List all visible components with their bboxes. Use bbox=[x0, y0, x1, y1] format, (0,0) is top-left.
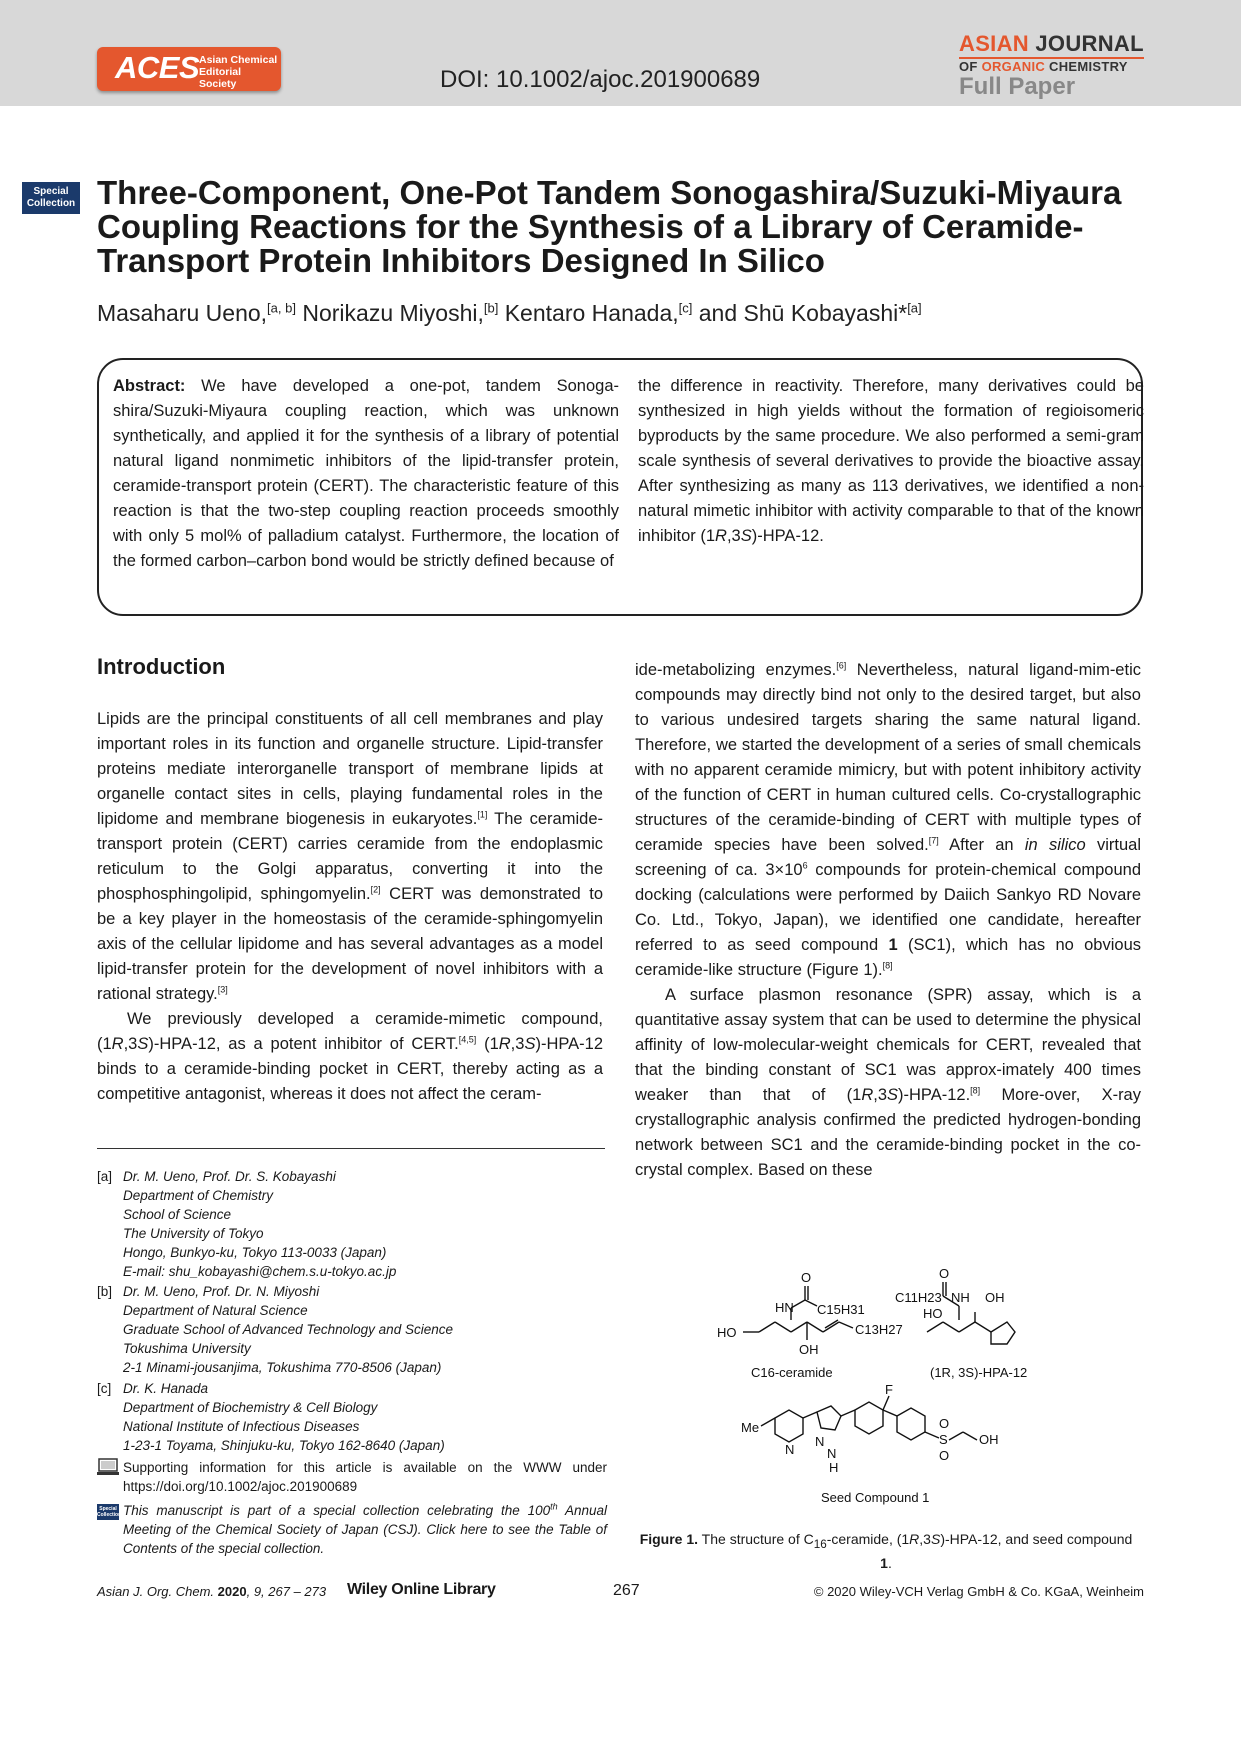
article-title: Three-Component, One-Pot Tandem Sonogashira/Suzuki-Miyaura Coupling Reactions for the Synthesis of a Library of Ceramide-Transport Protein Inhibitors Designed In Silico bbox=[97, 174, 1122, 279]
citation[interactable]: [8] bbox=[970, 1085, 981, 1096]
article-type: Full Paper bbox=[959, 73, 1076, 100]
atom-label: Me bbox=[741, 1420, 760, 1435]
atom-label: F bbox=[885, 1382, 893, 1397]
citation[interactable]: [8] bbox=[882, 960, 893, 971]
atom-label: HO bbox=[923, 1306, 943, 1321]
hpa12-label: (1R, 3S)-HPA-12 bbox=[930, 1365, 1028, 1380]
seed-compound-label: Seed Compound 1 bbox=[821, 1490, 930, 1505]
atom-label: OH bbox=[799, 1342, 819, 1357]
atom-label: O bbox=[939, 1448, 950, 1463]
atom-label: OH bbox=[985, 1290, 1005, 1305]
special-collection-badge[interactable]: Special Collection bbox=[22, 182, 80, 214]
citation[interactable]: [4,5] bbox=[458, 1034, 477, 1045]
affiliation-b: [b] Dr. M. Ueno, Prof. Dr. N. Miyoshi Department of Natural Science Graduate School of Advanced Technology and Science Tokushima University 2-1 Minami-jousanjima, Tokushima 770-8506 (Japan) bbox=[97, 1284, 453, 1375]
abstract-right: the difference in reactivity. Therefore, many derivatives could be synthesized in high yields without the formation of regioisomeric byproducts by the same procedure. We also performed a semi-gram scale synthesis of several derivatives to provide the bioactive assay. After synthesizing as many as 113 derivatives, we identified a non-natural mimetic inhibitor with activity comparable to that of the known inhibitor (1R,3S)-HPA-12. bbox=[638, 377, 1144, 545]
doi-link[interactable]: DOI: 10.1002/ajoc.201900689 bbox=[440, 66, 761, 93]
journal-logo[interactable]: ASIAN JOURNAL OF ORGANIC CHEMISTRY Full Paper bbox=[959, 31, 1144, 100]
intro-right-column bbox=[635, 658, 1141, 1183]
abstract-left: Abstract: We have developed a one-pot, tandem Sonoga-shira/Suzuki-Miyaura coupling reaction, which was unknown synthetically, and applied it for the synthesis of a library of potential natural ligand nonmimetic inhibitors of the lipid-transfer protein, ceramide-transport protein (CERT). The characteristic feature of this reaction is that the two-step coupling reaction proceeds smoothly with only 5 mol% of palladium catalyst. Furthermore, the location of the formed carbon–carbon bond would be strictly defined because of bbox=[113, 377, 619, 570]
footnote-divider bbox=[97, 1148, 605, 1149]
figure-1-structures bbox=[705, 1260, 1065, 1520]
wiley-online-library-link[interactable]: Wiley Online Library bbox=[347, 1581, 496, 1598]
author: Masaharu Ueno, bbox=[97, 300, 268, 326]
section-heading-introduction: Introduction bbox=[97, 654, 226, 679]
atom-label: HO bbox=[717, 1325, 737, 1340]
atom-label: NH bbox=[951, 1290, 970, 1305]
paragraph: We previously developed a ceramide-mimetic compound, (1R,3S)-HPA-12, as a potent inhibitor of CERT.[4,5] (1R,3S)-HPA-12 binds to a ceramide-binding pocket in CERT, thereby acting as a competitive antagonist, whereas it does not affect the ceram- bbox=[97, 1010, 603, 1103]
atom-label: N bbox=[785, 1442, 795, 1457]
aces-logo[interactable] bbox=[97, 47, 281, 91]
atom-label: H bbox=[829, 1460, 839, 1475]
aces-society-name: Asian Chemical Editorial Society bbox=[199, 54, 278, 90]
atom-label: C13H27 bbox=[855, 1322, 903, 1337]
page-number: 267 bbox=[613, 1582, 640, 1599]
atom-label: C15H31 bbox=[817, 1302, 865, 1317]
affiliation-c: [c] Dr. K. Hanada Department of Biochemistry & Cell Biology National Institute of Infectious Diseases 1-23-1 Toyama, Shinjuku-ku, Tokyo 162-8640 (Japan) bbox=[97, 1381, 445, 1453]
citation[interactable]: [3] bbox=[217, 984, 228, 995]
special-collection-link[interactable]: This manuscript is part of a special collection celebrating the 100th Annual Meeting of the Chemical Society of Japan (CSJ). Click here to see the Table of Contents of the special collection. bbox=[123, 1501, 607, 1556]
author: and Shū Kobayashi* bbox=[692, 300, 908, 326]
atom-label: S bbox=[939, 1432, 948, 1447]
atom-label: O bbox=[801, 1270, 812, 1285]
paragraph: ide-metabolizing enzymes.[6] Nevertheless, natural ligand-mim-etic compounds may directly bind not only to the desired target, but also to various undesired targets sharing the same natural ligand. Therefore, we started the development of a series of small chemicals with no apparent ceramide mimicry, but with potent inhibitory activity of the function of CERT in human cultured cells. Co-crystallographic structures of the ceramide-binding of CERT with multiple types of ceramide species have been solved.[7] After an in silico virtual screening of ca. $3\times 10^6$ compounds for protein-chemical compound docking (calculations were performed by Daiich Sankyo RD Novare Co. Ltd., Tokyo, Japan), we identified one candidate, hereafter referred to as seed compound 1 (SC1), which has no obvious ceramide-like structure (Figure 1).[8] bbox=[635, 660, 1142, 979]
supporting-info-note bbox=[97, 1458, 607, 1496]
atom-label: OH bbox=[979, 1432, 999, 1447]
aces-logo-text: ACES bbox=[115, 50, 200, 85]
atom-label: C11H23 bbox=[895, 1290, 942, 1305]
citation[interactable]: [1] bbox=[477, 809, 488, 820]
author-list: Masaharu Ueno,[a, b] Norikazu Miyoshi,[b] Kentaro Hanada,[c] and Shū Kobayashi*[a] bbox=[97, 300, 922, 326]
citation[interactable]: [7] bbox=[928, 835, 939, 846]
citation[interactable]: [2] bbox=[370, 884, 381, 895]
atom-label: N bbox=[827, 1446, 837, 1461]
special-collection-icon: Special Collection bbox=[97, 1506, 122, 1518]
figure-1-caption: Figure 1. The structure of $C_{16}$-ceramide, (1R,3S)-HPA-12, and seed compound 1. bbox=[639, 1531, 1133, 1571]
paragraph: A surface plasmon resonance (SPR) assay, which is a quantitative assay system that can be used to determine the physical affinity of low-molecular-weight chemicals for CERT, revealed that that the binding constant of SC1 was approx-imately 400 times weaker than that of (1R,3S)-HPA-12.[8] More-over, X-ray crystallographic analysis confirmed the predicted hydrogen-bonding network between SC1 and the ceramide-binding pocket in the co-crystal complex. Based on these bbox=[635, 986, 1141, 1179]
atom-label: O bbox=[939, 1266, 950, 1281]
journal-header bbox=[0, 0, 1241, 106]
atom-label: N bbox=[815, 1434, 825, 1449]
author: Norikazu Miyoshi, bbox=[295, 300, 484, 326]
affiliation-a: [a] Dr. M. Ueno, Prof. Dr. S. Kobayashi Department of Chemistry School of Science The University of Tokyo Hongo, Bunkyo-ku, Tokyo 113-0033 (Japan) E-mail: shu_kobayashi@chem.s.u-tokyo.ac.jp bbox=[97, 1167, 607, 1281]
computer-icon bbox=[97, 1458, 119, 1476]
intro-left-column bbox=[97, 707, 603, 1107]
paragraph: Lipids are the principal constituents of all cell membranes and play important roles in its function and organelle structure. Lipid-transfer proteins mediate interorganelle transport of membrane lipids at organelle contact sites in cells, playing fundamental roles in the lipidome and membrane biogenesis in eukaryotes.[1] The ceramide-transport protein (CERT) carries ceramide from the endoplasmic reticulum to the Golgi apparatus, converting it into the phosphosphingolipid, sphingomyelin.[2] CERT was demonstrated to be a key player in the homeostasis of the ceramide-sphingomyelin axis of the cellular lipidome and has several advantages as a model lipid-transfer protein for the development of novel inhibitors with a rational strategy.[3] bbox=[97, 710, 603, 1003]
email-link[interactable]: E-mail: shu_kobayashi@chem.s.u-tokyo.ac.jp bbox=[123, 1264, 397, 1279]
special-collection-note bbox=[97, 1501, 607, 1558]
supporting-info-link[interactable]: Supporting information for this article is available on the WWW under https://doi.org/10.1002/ajoc.201900689 bbox=[123, 1460, 607, 1494]
author: Kentaro Hanada, bbox=[498, 300, 679, 326]
atom-label: O bbox=[939, 1416, 950, 1431]
ceramide-label: C16-ceramide bbox=[751, 1365, 833, 1380]
copyright: © 2020 Wiley-VCH Verlag GmbH & Co. KGaA, Weinheim bbox=[813, 1584, 1144, 1599]
atom-label: HN bbox=[775, 1300, 794, 1315]
citation-footer: Asian J. Org. Chem. 2020, 9, 267 – 273 bbox=[97, 1584, 327, 1599]
citation[interactable]: [6] bbox=[836, 660, 847, 671]
